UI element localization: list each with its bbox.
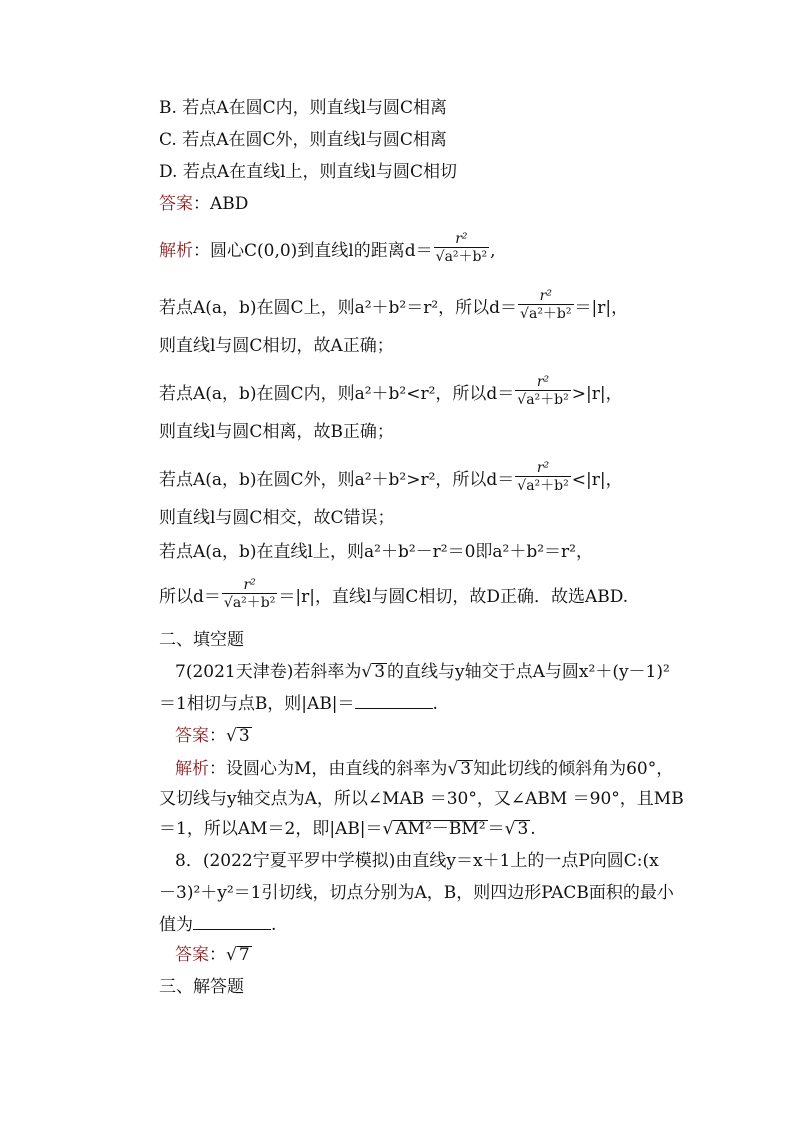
question-7-line-2: ＝1相切与点B，则|AB|＝ .: [159, 694, 438, 714]
conclusion-a: 则直线l与圆C相切，故A正确；: [159, 336, 394, 356]
distance-fraction: $\frac{\text{r²}}{\text{√a²＋b²}}$: [520, 288, 572, 322]
analysis-line-1: [159, 231, 496, 269]
answer-7: 答案：√ 3: [175, 726, 250, 746]
answer-blank: [355, 692, 433, 709]
sqrt-7: √ 7: [226, 945, 250, 965]
section-answer: 三、解答题: [159, 977, 244, 997]
answer-8: 答案：√ 7: [175, 945, 250, 965]
analysis-7-line-1: 解析：设圆心为M，由直线的斜率为√ 3 知此切线的倾斜角为60°，: [175, 759, 674, 779]
question-7-line-1: 7(2021天津卷)若斜率为√ 3 的直线与y轴交于点A与圆x²＋(y－1)²: [175, 662, 670, 682]
case-inside-circle: 若点A(a，b)在圆C内，则a²＋b²<r²，所以d＝ $\frac{\text{r²}}{\text{√a²＋b²}}$ >|r|，: [159, 374, 623, 408]
question-8-line-2: －3)²＋y²＝1引切线，切点分别为A，B，则四边形PACB面积的最小: [159, 883, 674, 903]
case-on-line: 若点A(a，b)在直线l上，则a²＋b²－r²＝0即a²＋b²＝r²，: [159, 542, 593, 562]
section-fill-in: 二、填空题: [159, 630, 244, 650]
distance-fraction: $\frac{\text{r²}}{\text{√a²＋b²}}$: [435, 231, 488, 265]
sqrt-3: √ 3: [447, 759, 472, 779]
analysis-label: 解析: [159, 241, 193, 261]
question-8-line-3: 值为 .: [159, 915, 277, 935]
sqrt-3: √ 3: [226, 726, 250, 746]
sqrt-expression: √ AM²－BM²: [382, 819, 486, 839]
answer-6: [159, 192, 248, 216]
question-8-line-1: 8．(2022宁夏平罗中学模拟)由直线y＝x＋1上的一点P向圆C:(x: [175, 851, 659, 871]
analysis-7-line-2: 又切线与y轴交点为A，所以∠MAB ＝30°，又∠ABM ＝90°，且MB: [159, 789, 684, 809]
analysis-7-line-3: ＝1，所以AM＝2，即|AB|＝√ AM²－BM² ＝√ 3 .: [159, 819, 536, 839]
case-outside-circle: 若点A(a，b)在圆C外，则a²＋b²>r²，所以d＝ $\frac{\text{r²}}{\text{√a²＋b²}}$ <|r|，: [159, 460, 623, 494]
conclusion-c: 则直线l与圆C相交，故C错误；: [159, 508, 395, 528]
conclusion-b: 则直线l与圆C相离，故B正确；: [159, 422, 394, 442]
distance-fraction: $\frac{\text{r²}}{\text{√a²＋b²}}$: [517, 374, 569, 408]
sqrt-3: √ 3: [504, 819, 529, 839]
answer-label: 答案: [159, 194, 193, 214]
answer-blank: [193, 913, 271, 930]
analysis-text: ：圆心C(0,0)到直线l的距离d＝: [193, 241, 433, 261]
sqrt-3: √ 3: [361, 662, 386, 682]
case-on-circle: 若点A(a，b)在圆C上，则a²＋b²＝r²，所以d＝ $\frac{\text{r²}}{\text{√a²＋b²}}$ ＝|r|，: [159, 288, 629, 322]
distance-fraction: $\frac{\text{r²}}{\text{√a²＋b²}}$: [517, 460, 569, 494]
option-d: D. 若点A在直线l上，则直线l与圆C相切: [159, 162, 457, 182]
comma: ,: [490, 241, 496, 261]
option-b: B. 若点A在圆C内，则直线l与圆C相离: [159, 98, 448, 118]
option-c: C. 若点A在圆C外，则直线l与圆C相离: [159, 130, 447, 150]
distance-fraction: $\frac{\text{r²}}{\text{√a²＋b²}}$: [223, 577, 276, 611]
answer-text: ：ABD: [193, 194, 249, 214]
conclusion-d: 所以d＝ $\frac{\text{r²}}{\text{√a²＋b²}}$ ＝|r|，直线l与圆C相切，故D正确．故选ABD.: [159, 577, 629, 611]
